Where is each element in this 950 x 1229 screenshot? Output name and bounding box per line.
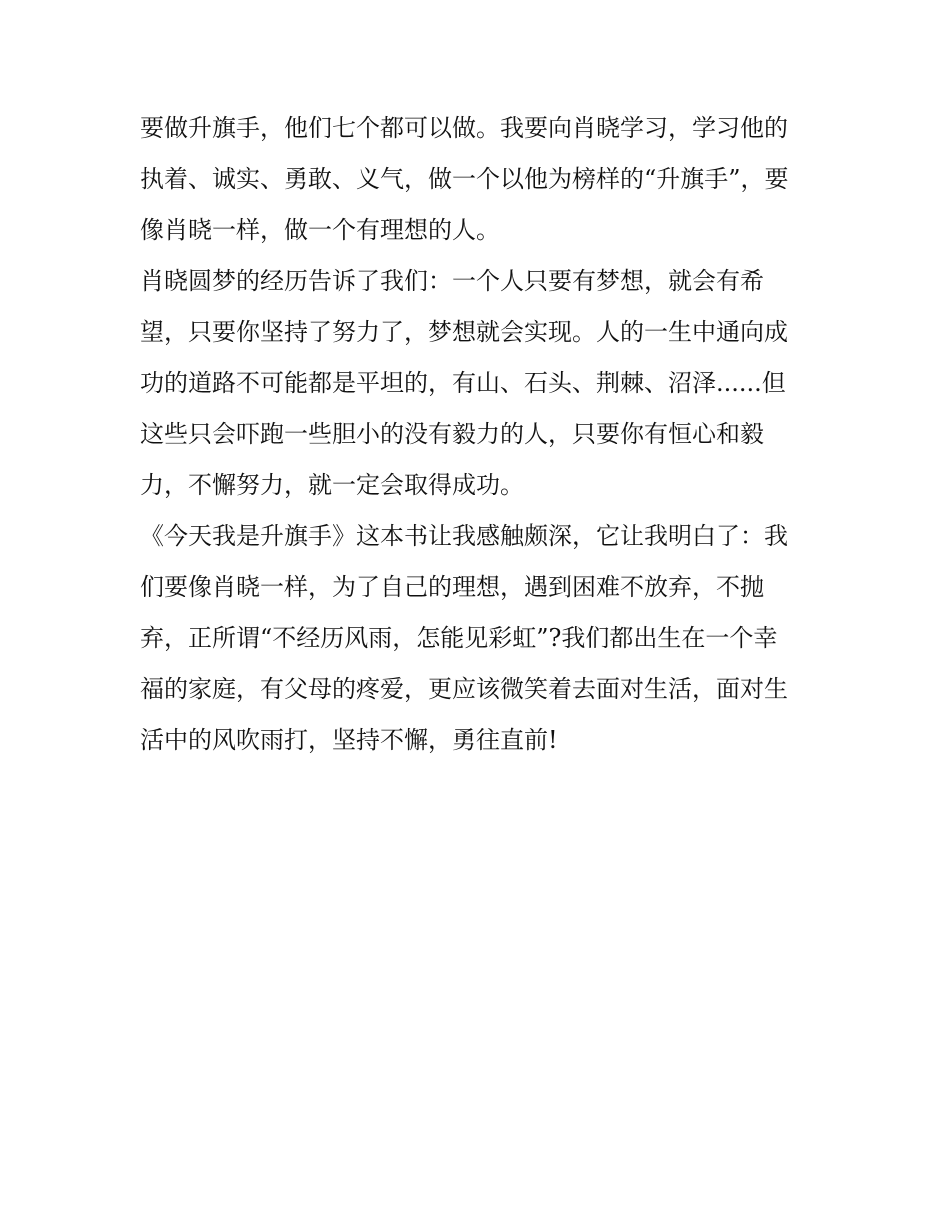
text-line: 们要像肖晓一样，为了自己的理想，遇到困难不放弃，不抛 <box>140 573 764 601</box>
body-text <box>140 103 820 766</box>
text-line: 肖晓圆梦的经历告诉了我们：一个人只要有梦想，就会有希 <box>140 267 764 295</box>
text-line: 功的道路不可能都是平坦的，有山、石头、荆棘、沼泽......但 <box>140 369 786 397</box>
text-line: 要做升旗手，他们七个都可以做。我要向肖晓学习，学习他的 <box>140 114 788 142</box>
text-line: 执着、诚实、勇敢、义气，做一个以他为榜样的“升旗手”，要 <box>140 165 789 193</box>
text-line: 《今天我是升旗手》这本书让我感触颇深，它让我明白了：我 <box>140 522 788 550</box>
text-line: 弃，正所谓“不经历风雨，怎能见彩虹”?我们都出生在一个幸 <box>140 624 778 652</box>
text-line: 这些只会吓跑一些胆小的没有毅力的人，只要你有恒心和毅 <box>140 420 764 448</box>
text-line: 活中的风吹雨打，坚持不懈，勇往直前! <box>140 726 558 754</box>
text-line: 像肖晓一样，做一个有理想的人。 <box>140 216 500 244</box>
text-line: 福的家庭，有父母的疼爱，更应该微笑着去面对生活，面对生 <box>140 675 788 703</box>
text-line: 望，只要你坚持了努力了，梦想就会实现。人的一生中通向成 <box>140 318 788 346</box>
text-line: 力，不懈努力，就一定会取得成功。 <box>140 471 524 499</box>
